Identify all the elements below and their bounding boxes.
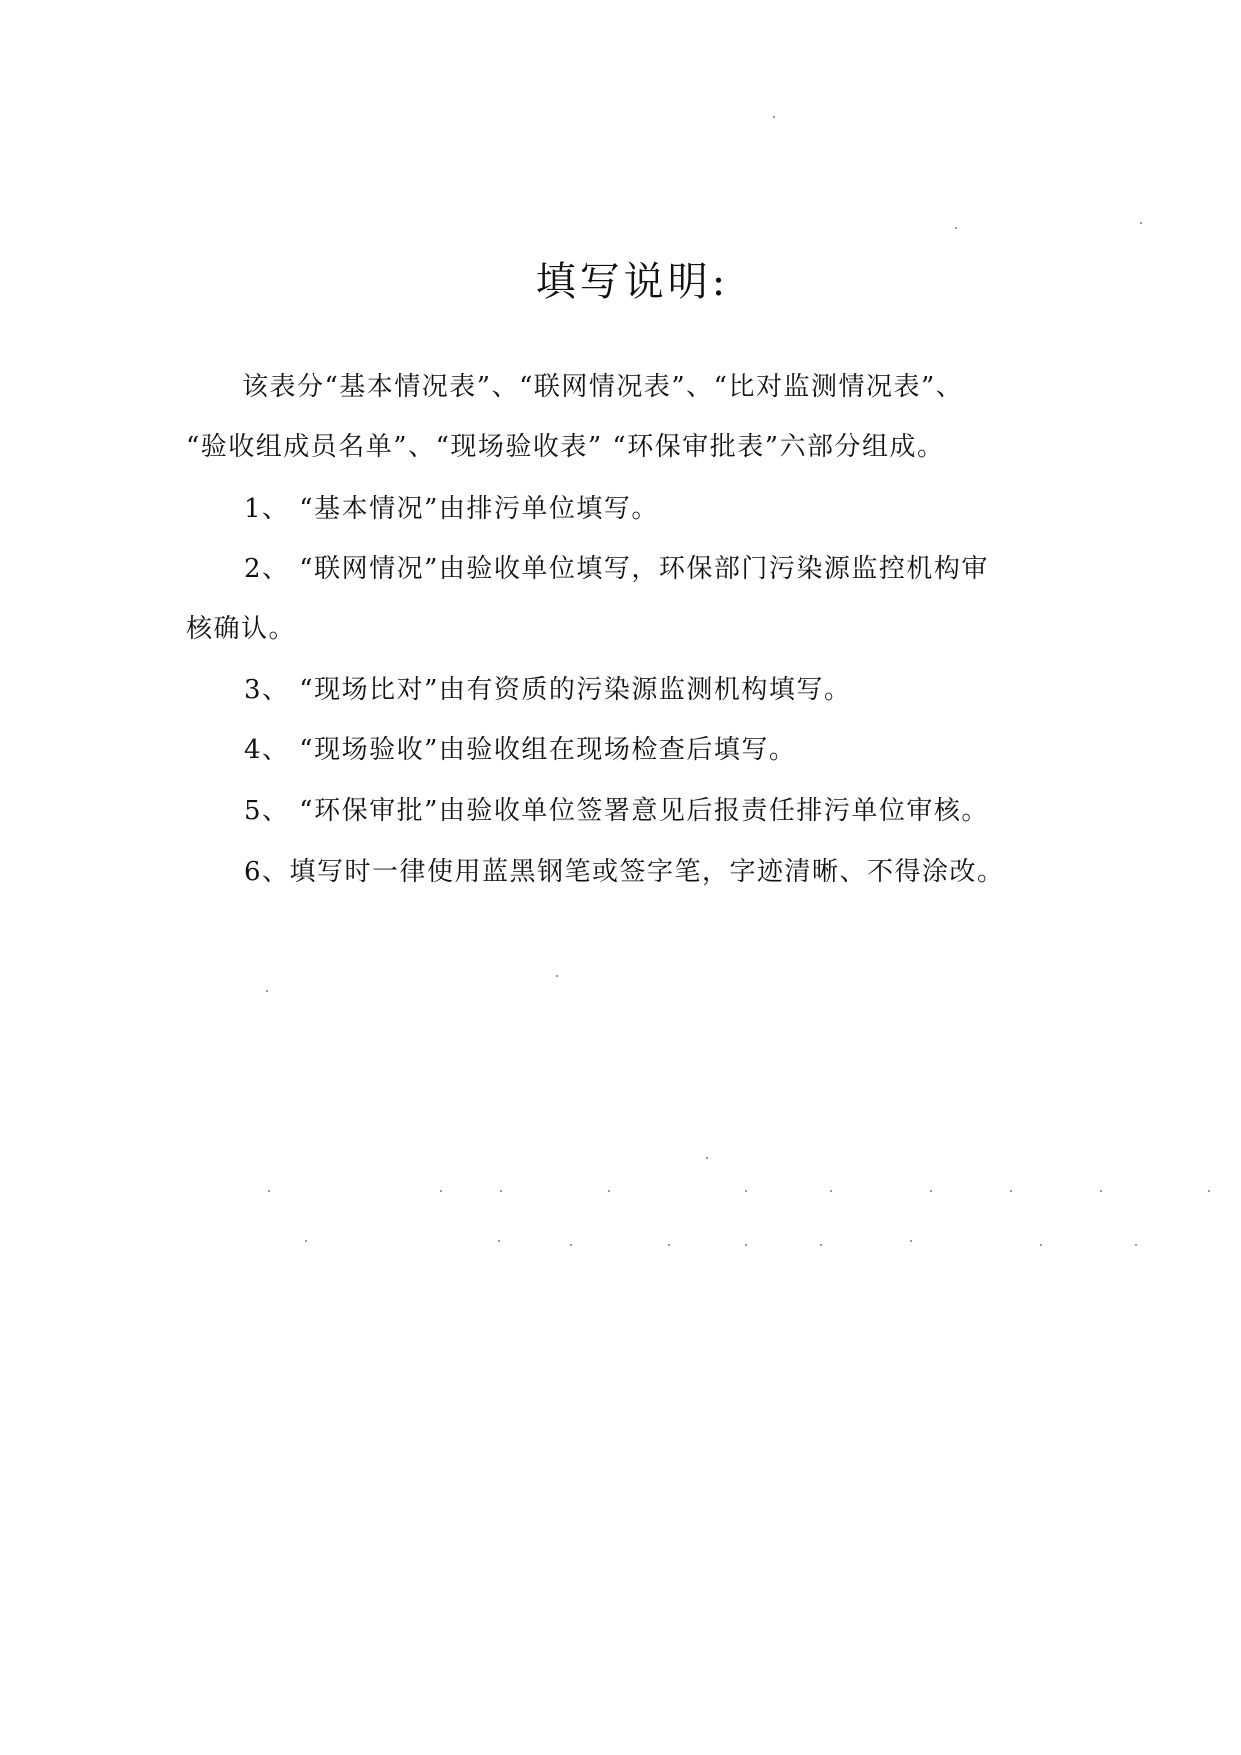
scan-speck — [910, 1240, 912, 1242]
page-title: 填写说明: — [535, 259, 730, 305]
scan-speck — [745, 1244, 747, 1246]
scan-speck — [1010, 1190, 1012, 1192]
scan-speck — [500, 1190, 502, 1192]
scan-speck — [305, 1240, 307, 1242]
instruction-item-2-continuation: 核确认。 — [186, 614, 297, 644]
scan-speck — [556, 975, 558, 977]
instruction-item-5: 5、 “环保审批”由验收单位签署意见后报责任排污单位审核。 — [244, 796, 989, 826]
scan-speck — [1208, 1190, 1210, 1192]
scan-speck — [955, 227, 957, 229]
instruction-item-3: 3、 “现场比对”由有资质的污染源监测机构填写。 — [244, 675, 852, 705]
scan-speck — [268, 1190, 270, 1192]
scan-speck — [266, 990, 268, 992]
scan-speck — [773, 116, 775, 118]
instruction-item-2: 2、 “联网情况”由验收单位填写，环保部门污染源监控机构审 — [244, 554, 989, 584]
scan-speck — [1140, 222, 1142, 224]
instruction-item-4: 4、 “现场验收”由验收组在现场检查后填写。 — [244, 735, 797, 765]
scan-speck — [440, 1190, 442, 1192]
scan-speck — [498, 1240, 500, 1242]
scan-speck — [706, 1157, 708, 1159]
scan-speck — [830, 1190, 832, 1192]
scan-speck — [668, 1244, 670, 1246]
instruction-item-6: 6、填写时一律使用蓝黑钢笔或签字笔，字迹清晰、不得涂改。 — [244, 857, 1005, 887]
scan-speck — [745, 1190, 747, 1192]
scan-speck — [608, 1190, 610, 1192]
intro-line-1: 该表分“基本情况表”、“联网情况表”、“比对监测情况表”、 — [242, 372, 964, 402]
intro-line-2: “验收组成员名单”、“现场验收表” “环保审批表”六部分组成。 — [186, 432, 945, 462]
scan-speck — [570, 1244, 572, 1246]
scan-speck — [930, 1190, 932, 1192]
scan-speck — [1100, 1190, 1102, 1192]
scan-speck — [1040, 1244, 1042, 1246]
scan-speck — [820, 1244, 822, 1246]
scan-speck — [1135, 1244, 1137, 1246]
instruction-item-1: 1、 “基本情况”由排污单位填写。 — [244, 494, 659, 524]
